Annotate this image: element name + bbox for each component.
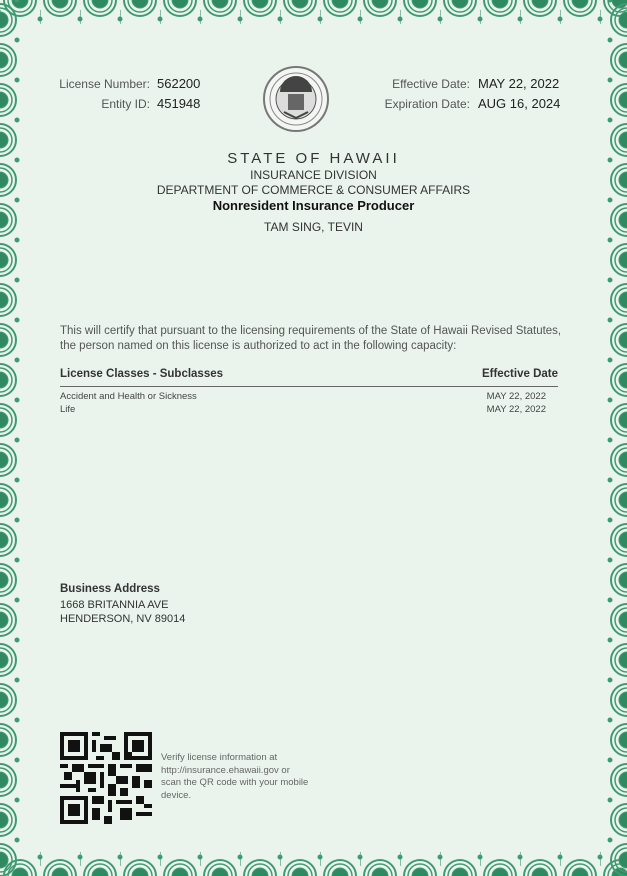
address-line-1: 1668 BRITANNIA AVE xyxy=(60,599,169,611)
state-seal-icon xyxy=(262,56,330,142)
effective-date-value: MAY 22, 2022 xyxy=(478,76,560,91)
department-title: DEPARTMENT OF COMMERCE & CONSUMER AFFAIRS xyxy=(156,183,471,197)
license-number-label: License Number: xyxy=(59,77,150,91)
table-row xyxy=(60,404,558,415)
address-line-2: HENDERSON, NV 89014 xyxy=(60,613,186,625)
license-number-value: 562200 xyxy=(157,76,201,91)
licensee-name: TAM SING, TEVIN xyxy=(264,220,363,234)
division-title: INSURANCE DIVISION xyxy=(250,168,377,182)
decorative-border-right xyxy=(605,0,627,876)
qr-code-icon[interactable] xyxy=(60,732,152,824)
class-effective-date: MAY 22, 2022 xyxy=(486,391,546,402)
entity-id-value: 451948 xyxy=(157,96,201,111)
effective-date-column-header: Effective Date xyxy=(481,368,558,380)
verify-instructions: Verify license information at http://insurance.ehawaii.gov or scan the QR code with your mobile device. xyxy=(161,752,309,801)
entity-id-label: Entity ID: xyxy=(101,97,150,111)
license-class: Accident and Health or Sickness xyxy=(60,391,197,402)
expiration-date-label: Expiration Date: xyxy=(384,97,470,111)
decorative-border-left xyxy=(0,0,22,876)
class-effective-date: MAY 22, 2022 xyxy=(486,404,546,415)
classes-column-header: License Classes - Subclasses xyxy=(60,368,224,380)
license-type: Nonresident Insurance Producer xyxy=(212,198,415,213)
decorative-border-top xyxy=(0,0,627,26)
license-class: Life xyxy=(60,404,76,415)
expiration-date-value: AUG 16, 2024 xyxy=(478,96,561,111)
effective-date-label: Effective Date: xyxy=(392,77,470,91)
business-address-heading: Business Address xyxy=(60,583,160,595)
table-divider xyxy=(60,386,558,387)
decorative-border-bottom xyxy=(0,850,627,876)
certification-text: This will certify that pursuant to the licensing requirements of the State of Hawaii Revised Statutes, the person named on this license is authorized to act in the following capacity: xyxy=(60,325,562,352)
table-row xyxy=(60,391,558,402)
state-title: STATE OF HAWAII xyxy=(227,150,400,167)
